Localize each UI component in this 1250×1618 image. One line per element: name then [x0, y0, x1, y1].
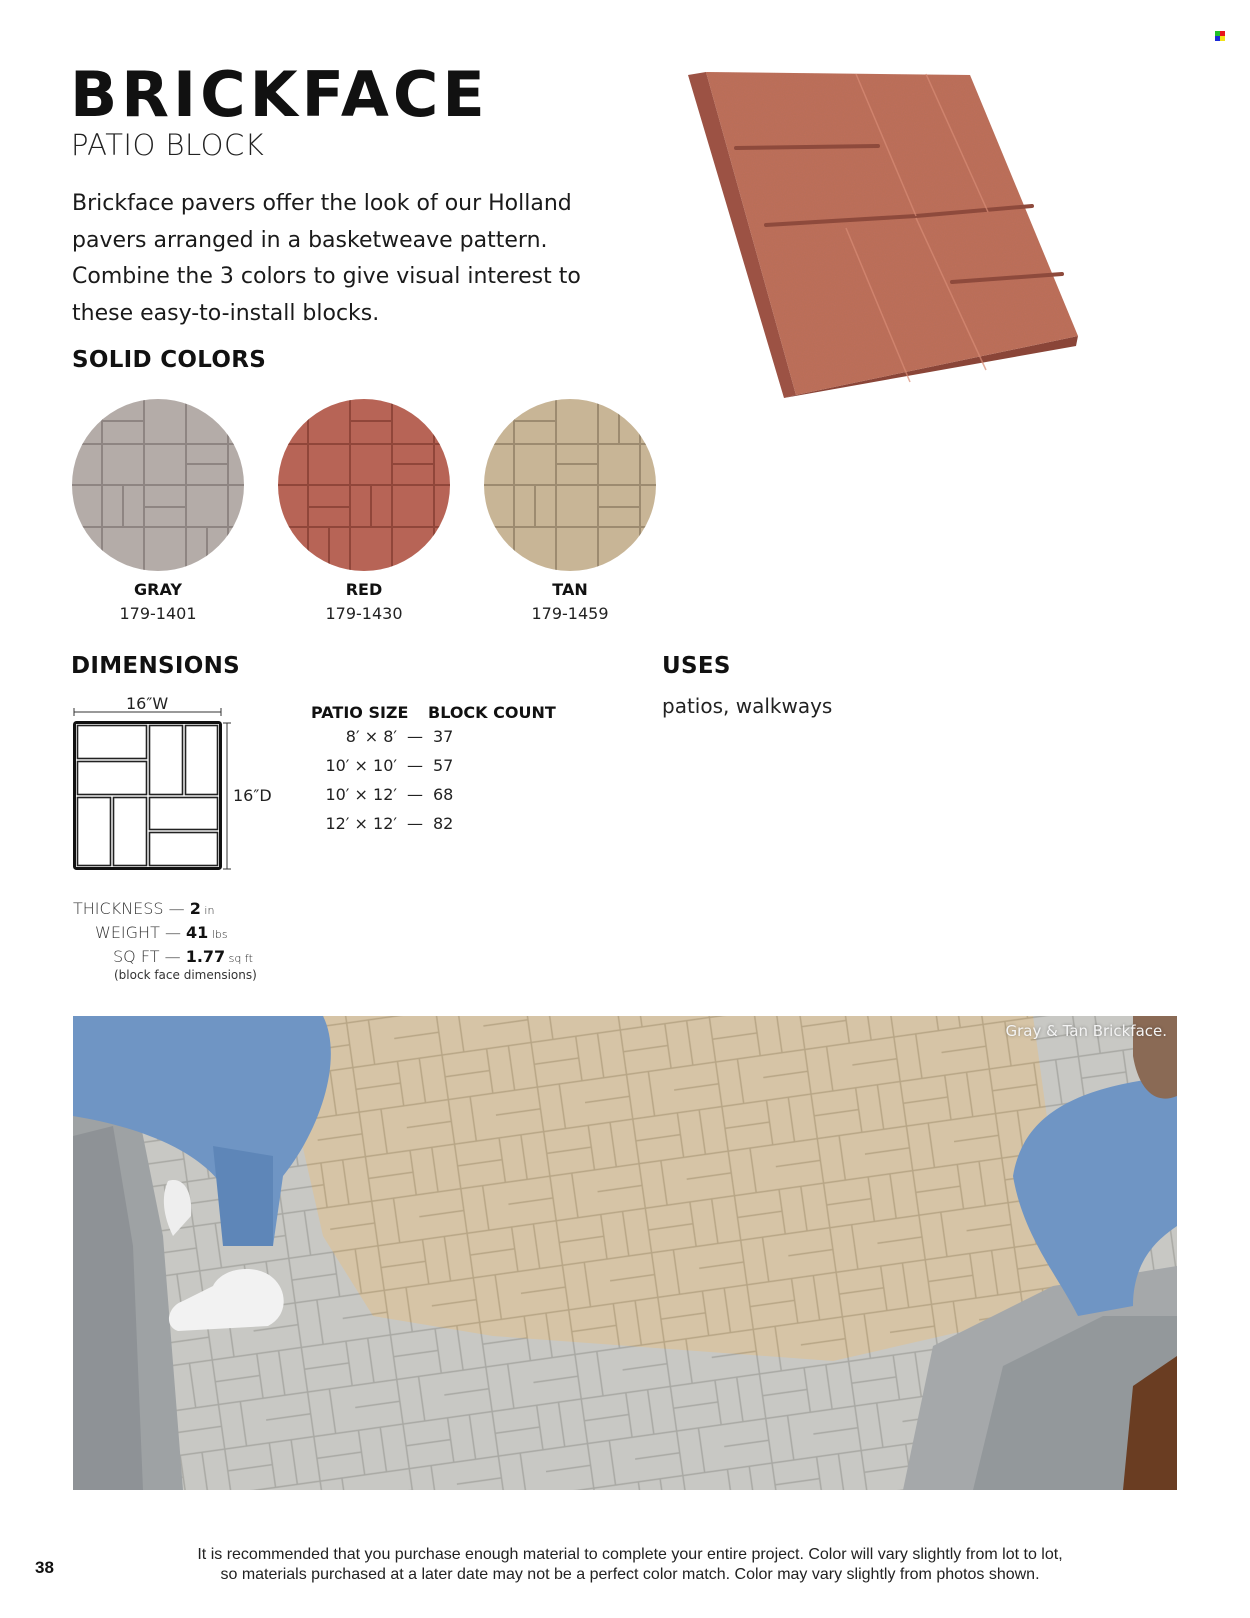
spec-value: 1.77 [185, 947, 226, 966]
spec-label: SQ FT — [113, 947, 186, 966]
page-number: 38 [35, 1558, 54, 1577]
spec-unit: in [200, 904, 215, 917]
swatch-red-name: RED [345, 580, 383, 599]
block-count: 82 [433, 814, 454, 833]
hero-paver-image [680, 70, 1130, 430]
uses-text: patios, walkways [662, 694, 833, 718]
spec-label: THICKNESS — [73, 899, 190, 918]
photo-caption: Gray & Tan Brickface. [1005, 1022, 1167, 1040]
depth-label: 16″D [233, 786, 272, 805]
dash: — [407, 756, 423, 775]
swatch-tan [484, 399, 656, 571]
dimensions-heading: DIMENSIONS [71, 653, 240, 679]
swatch-tan-code: 179-1459 [531, 604, 609, 623]
block-count-header: BLOCK COUNT [428, 703, 556, 722]
spec-unit: sq ft [225, 952, 253, 965]
patio-photo [73, 1016, 1177, 1490]
patio-size: 10′ × 10′ [325, 756, 397, 775]
color-registration-mark [1215, 31, 1225, 41]
product-description: Brickface pavers offer the look of our Holland pavers arranged in a basketweave pattern. Combine the 3 colors to give visual interest to these easy-to-install blocks. [72, 191, 581, 326]
dash: — [407, 814, 423, 833]
spec-value: 41 [186, 923, 209, 942]
disclaimer-line-2: so materials purchased at a later date may not be a perfect color match. Color may vary slightly from photos shown. [220, 1566, 1040, 1583]
dash: — [407, 785, 423, 804]
swatch-gray [72, 399, 244, 571]
disclaimer [180, 1545, 1080, 1585]
table-row [300, 727, 493, 747]
table-row [300, 814, 493, 834]
spec-unit: lbs [208, 928, 228, 941]
table-row [300, 785, 493, 805]
product-title: BRICKFACE [70, 58, 489, 131]
swatch-gray-name: GRAY [134, 580, 182, 599]
solid-colors-heading: SOLID COLORS [72, 347, 267, 373]
width-label: 16″W [126, 694, 169, 713]
patio-size: 8′ × 8′ [345, 727, 397, 746]
patio-size-header: PATIO SIZE [311, 703, 409, 722]
swatch-red [278, 399, 450, 571]
disclaimer-line-1: It is recommended that you purchase enough material to complete your entire project. Color will vary slightly from lot to lot, [197, 1546, 1063, 1563]
block-count: 57 [433, 756, 454, 775]
dash: — [407, 727, 423, 746]
patio-size: 10′ × 12′ [325, 785, 397, 804]
uses-heading: USES [662, 653, 731, 679]
spec-label: WEIGHT — [95, 923, 187, 942]
table-row [300, 756, 493, 776]
spec-value: 2 [189, 899, 201, 918]
spec-note: (block face dimensions) [114, 968, 257, 982]
spec-thickness [73, 898, 214, 922]
block-count: 68 [433, 785, 454, 804]
block-count: 37 [433, 727, 454, 746]
spec-weight [95, 922, 228, 946]
swatch-gray-code: 179-1401 [119, 604, 197, 623]
patio-size: 12′ × 12′ [325, 814, 397, 833]
swatch-tan-name: TAN [552, 580, 588, 599]
swatch-red-code: 179-1430 [325, 604, 403, 623]
product-subtitle: PATIO BLOCK [71, 128, 265, 162]
